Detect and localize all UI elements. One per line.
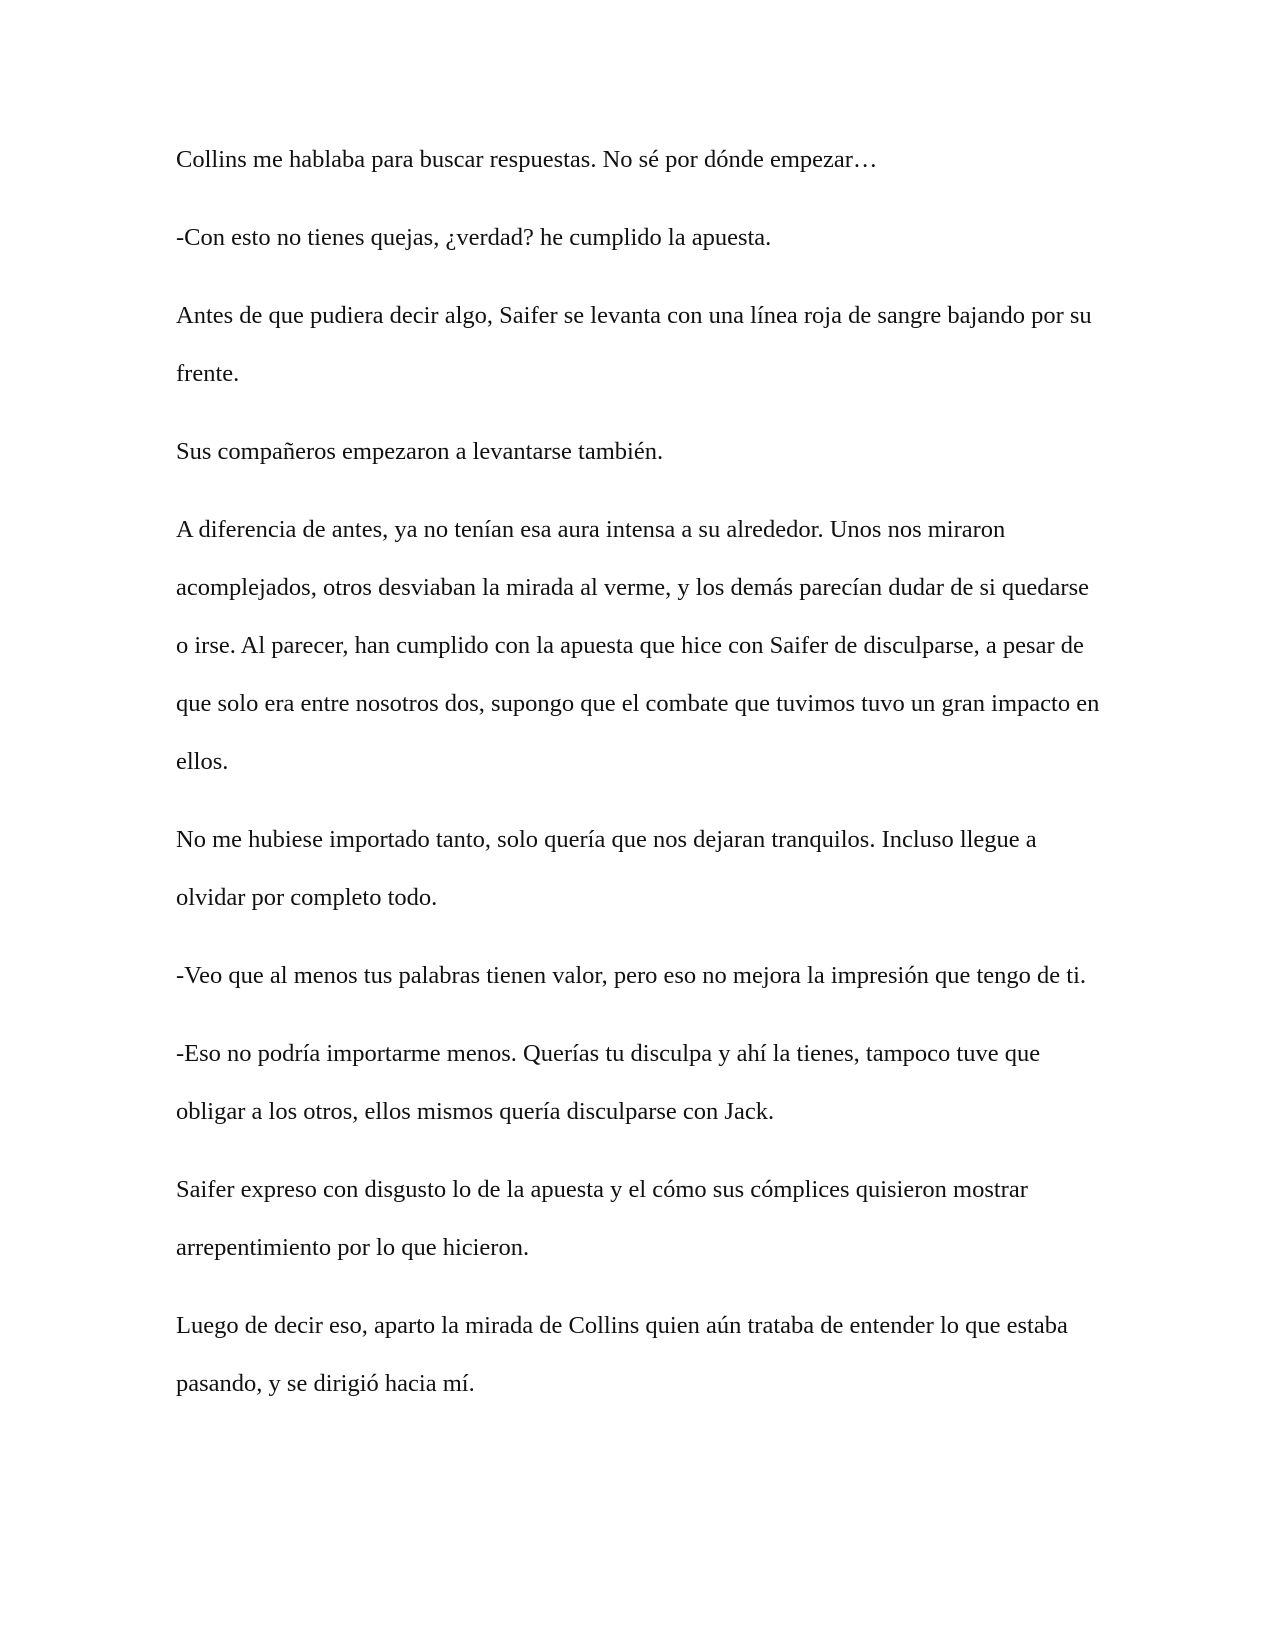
paragraph: Collins me hablaba para buscar respuestas. No sé por dónde empezar… [176,146,878,173]
paragraph: Antes de que pudiera decir algo, Saifer se levanta con una línea roja de sangre bajando por su frente. [176,302,1092,387]
paragraph: No me hubiese importado tanto, solo quería que nos dejaran tranquilos. Incluso llegue a olvidar por completo todo. [176,826,1037,911]
paragraph: Luego de decir eso, aparto la mirada de Collins quien aún trataba de entender lo que estaba pasando, y se dirigió hacia mí. [176,1312,1068,1397]
paragraph: -Veo que al menos tus palabras tienen valor, pero eso no mejora la impresión que tengo de ti. [176,962,1087,989]
paragraph: A diferencia de antes, ya no tenían esa aura intensa a su alrededor. Unos nos miraron acomplejados, otros desviaban la mirada al verme, y los demás parecían dudar de si quedarse o irse. Al parecer, han cumplido con la apuesta que hice con Saifer de disculparse, a pesar de que solo era entre nosotros dos, supongo que el combate que tuvimos tuvo un gran impacto en ellos. [176,516,1100,775]
paragraph: -Eso no podría importarme menos. Querías tu disculpa y ahí la tienes, tampoco tuve que obligar a los otros, ellos mismos quería disculparse con Jack. [176,1040,1041,1125]
paragraph: Saifer expreso con disgusto lo de la apuesta y el cómo sus cómplices quisieron mostrar arrepentimiento por lo que hicieron. [176,1176,1028,1261]
paragraph: -Con esto no tienes quejas, ¿verdad? he cumplido la apuesta. [176,224,772,251]
document-body [176,131,1106,1433]
paragraph: Sus compañeros empezaron a levantarse también. [176,438,664,465]
